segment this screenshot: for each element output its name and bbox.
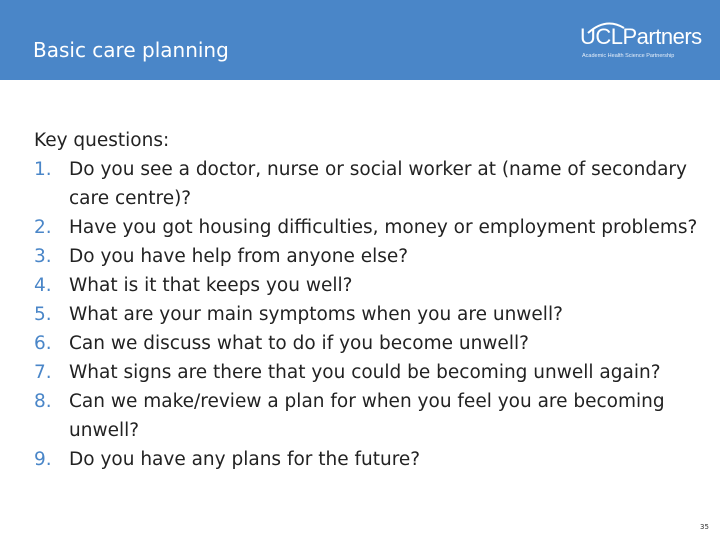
list-item (34, 271, 704, 300)
list-item-text: What are your main symptoms when you are unwell? (69, 304, 563, 325)
list-item (34, 358, 704, 387)
list-item-text: What is it that keeps you well? (69, 275, 353, 296)
list-item (34, 300, 704, 329)
list-item (34, 242, 704, 271)
list-item-number: 9. (34, 449, 52, 470)
list-item-text: Do you see a doctor, nurse or social worker at (name of secondary care centre)? (69, 159, 687, 209)
list-item-text: Can we make/review a plan for when you feel you are becoming unwell? (69, 391, 665, 441)
list-item-text: Do you have any plans for the future? (69, 449, 421, 470)
list-item (34, 213, 704, 242)
list-item-number: 5. (34, 304, 52, 325)
list-item (34, 445, 704, 474)
list-item (34, 155, 704, 213)
list-item (34, 387, 704, 445)
slide-content (34, 126, 704, 474)
logo-tagline: Academic Health Science Partnership (582, 53, 675, 59)
list-item-text: Can we discuss what to do if you become unwell? (69, 333, 529, 354)
slide-header (0, 0, 720, 80)
list-item-number: 4. (34, 275, 52, 296)
list-item-number: 2. (34, 217, 52, 238)
key-questions-heading: Key questions: (34, 130, 170, 151)
list-item-text: Do you have help from anyone else? (69, 246, 409, 267)
questions-list (34, 155, 704, 474)
slide-title: Basic care planning (33, 38, 229, 62)
list-item (34, 329, 704, 358)
list-item-text: What signs are there that you could be becoming unwell again? (69, 362, 661, 383)
list-item-number: 3. (34, 246, 52, 267)
uclpartners-logo (580, 20, 702, 66)
list-item-text: Have you got housing difficulties, money or employment problems? (69, 217, 698, 238)
list-item-number: 7. (34, 362, 52, 383)
list-item-number: 8. (34, 391, 52, 412)
list-item-number: 1. (34, 159, 52, 180)
page-number: 35 (700, 523, 709, 531)
logo-wordmark: UCLPartners (580, 24, 702, 49)
list-item-number: 6. (34, 333, 52, 354)
